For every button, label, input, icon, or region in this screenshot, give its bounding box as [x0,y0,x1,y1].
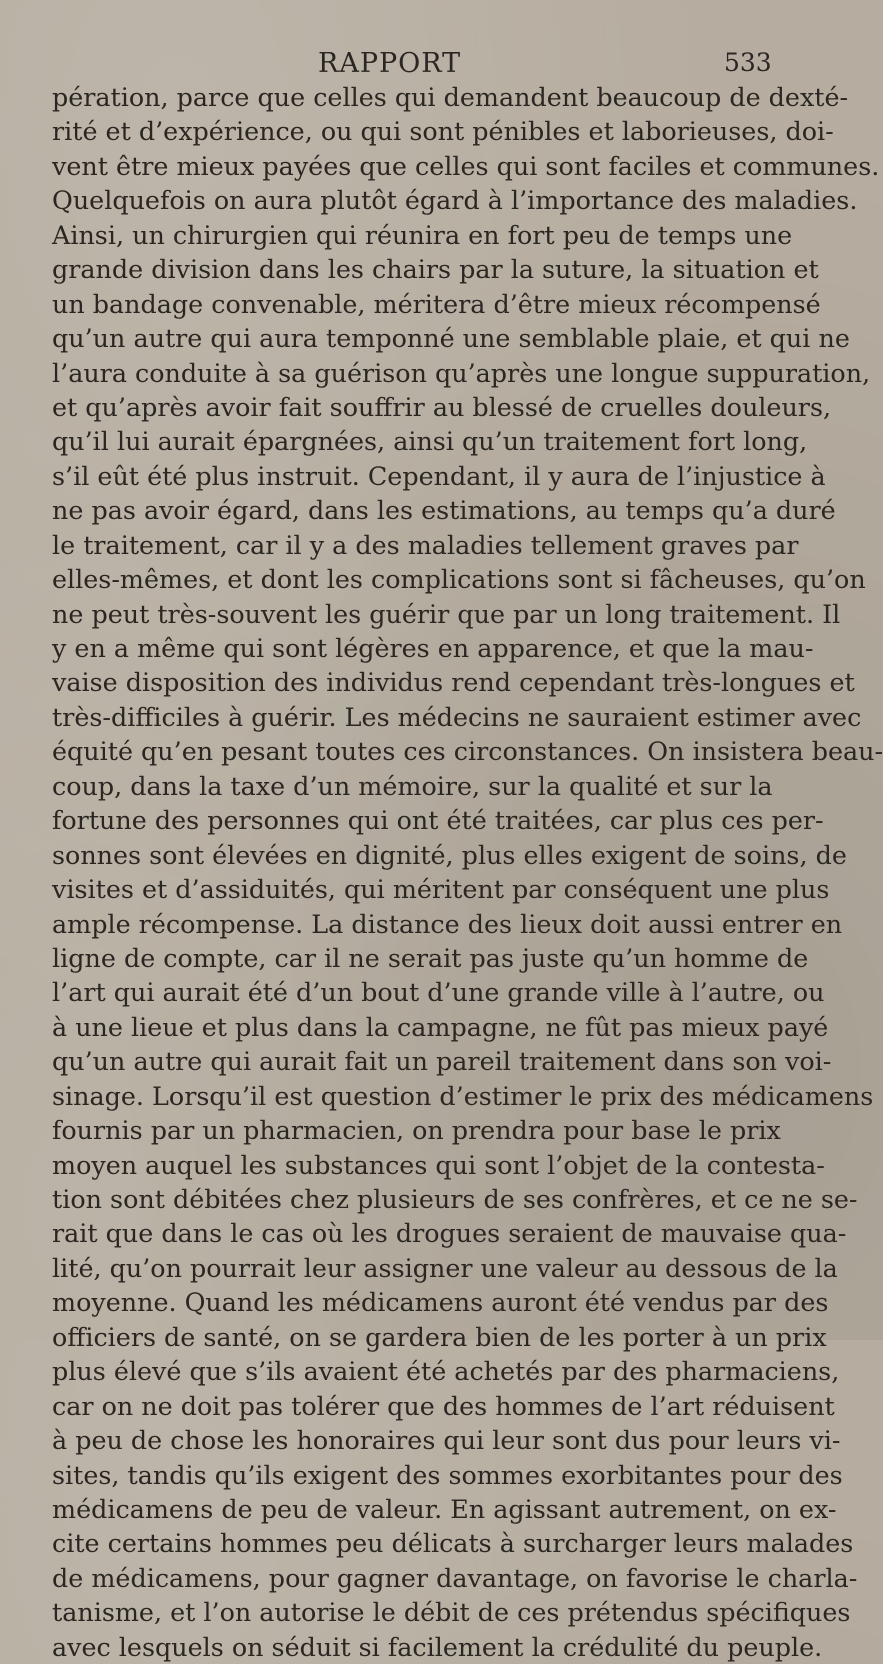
text-line: ample récompense. La distance des lieux doit aussi entrer en [52,908,843,939]
text-line: plus élevé que s’ils avaient été achetés par des pharmaciens, [52,1356,840,1387]
text-line: rité et d’expérience, ou qui sont pénibles et laborieuses, doi- [52,116,834,147]
text-line: sites, tandis qu’ils exigent des sommes exorbitantes pour des [52,1459,843,1490]
text-line: fournis par un pharmacien, on prendra pour base le prix [52,1115,781,1146]
text-line: grande division dans les chairs par la suture, la situation et [52,254,819,285]
text-line: fortune des personnes qui ont été traitées, car plus ces per- [52,805,824,836]
text-line: sonnes sont élevées en dignité, plus elles exigent de soins, de [52,839,847,870]
text-line: sinage. Lorsqu’il est question d’estimer le prix des médicamens [52,1080,874,1111]
text-line: lité, qu’on pourrait leur assigner une valeur au dessous de la [52,1252,838,1283]
text-line: vent être mieux payées que celles qui sont faciles et communes. [52,150,880,181]
text-line: équité qu’en pesant toutes ces circonstances. On insistera beau- [52,736,883,767]
text-line: rait que dans le cas où les drogues seraient de mauvaise qua- [52,1218,847,1249]
text-line: officiers de santé, on se gardera bien de les porter à un prix [52,1321,827,1352]
body-text [52,80,883,1664]
text-line: moyen auquel les substances qui sont l’objet de la contesta- [52,1149,825,1180]
text-line: Quelquefois on aura plutôt égard à l’importance des maladies. [52,185,858,216]
text-line: moyenne. Quand les médicamens auront été vendus par des [52,1287,829,1318]
text-line: l’art qui aurait été d’un bout d’une grande ville à l’autre, ou [52,977,825,1008]
text-line: qu’un autre qui aurait fait un pareil traitement dans son voi- [52,1046,832,1077]
text-line: le traitement, car il y a des maladies tellement graves par [52,529,799,560]
text-line: ne peut très-souvent les guérir que par un long traitement. Il [52,598,841,629]
text-line: vaise disposition des individus rend cependant très-longues et [52,667,855,698]
text-line: et qu’après avoir fait souffrir au blessé de cruelles douleurs, [52,391,832,422]
text-line-last: avec lesquels on séduit si facilement la crédulité du peuple. [52,1631,823,1662]
text-line: elles-mêmes, et dont les complications sont si fâcheuses, qu’on [52,564,866,595]
text-line: médicamens de peu de valeur. En agissant autrement, on ex- [52,1493,837,1524]
text-line: très-difficiles à guérir. Les médecins ne sauraient estimer avec [52,701,862,732]
text-line: à une lieue et plus dans la campagne, ne fût pas mieux payé [52,1011,829,1042]
text-line: de médicamens, pour gagner davantage, on favorise le charla- [52,1562,858,1593]
text-line: ne pas avoir égard, dans les estimations, au temps qu’a duré [52,495,836,526]
text-line: coup, dans la taxe d’un mémoire, sur la qualité et sur la [52,770,773,801]
running-head [0,48,800,82]
text-line: tanisme, et l’on autorise le débit de ces prétendus spécifiques [52,1597,851,1628]
text-line: y en a même qui sont légères en apparence, et que la mau- [52,633,814,663]
text-line: Ainsi, un chirurgien qui réunira en fort peu de temps une [52,219,793,250]
text-line: cite certains hommes peu délicats à surcharger leurs malades [52,1528,854,1559]
text-line: visites et d’assiduités, qui méritent par conséquent une plus [52,874,830,905]
text-line: s’il eût été plus instruit. Cependant, il y aura de l’injustice à [52,460,826,491]
text-line: un bandage convenable, méritera d’être mieux récompensé [52,288,821,319]
text-line: qu’il lui aurait épargnées, ainsi qu’un traitement fort long, [52,426,808,457]
text-line: pération, parce que celles qui demandent beaucoup de dexté- [52,82,849,112]
text-line: qu’un autre qui aura temponné une semblable plaie, et qui ne [52,323,850,354]
text-line: ligne de compte, car il ne serait pas juste qu’un homme de [52,942,809,973]
page-number: 533 [724,48,772,77]
text-line: l’aura conduite à sa guérison qu’après une longue suppuration, [52,357,871,388]
text-line: à peu de chose les honoraires qui leur sont dus pour leurs vi- [52,1425,841,1456]
text-line: car on ne doit pas tolérer que des hommes de l’art réduisent [52,1390,835,1421]
text-line: tion sont débitées chez plusieurs de ses confrères, et ce ne se- [52,1184,858,1214]
running-title: RAPPORT [318,48,462,79]
